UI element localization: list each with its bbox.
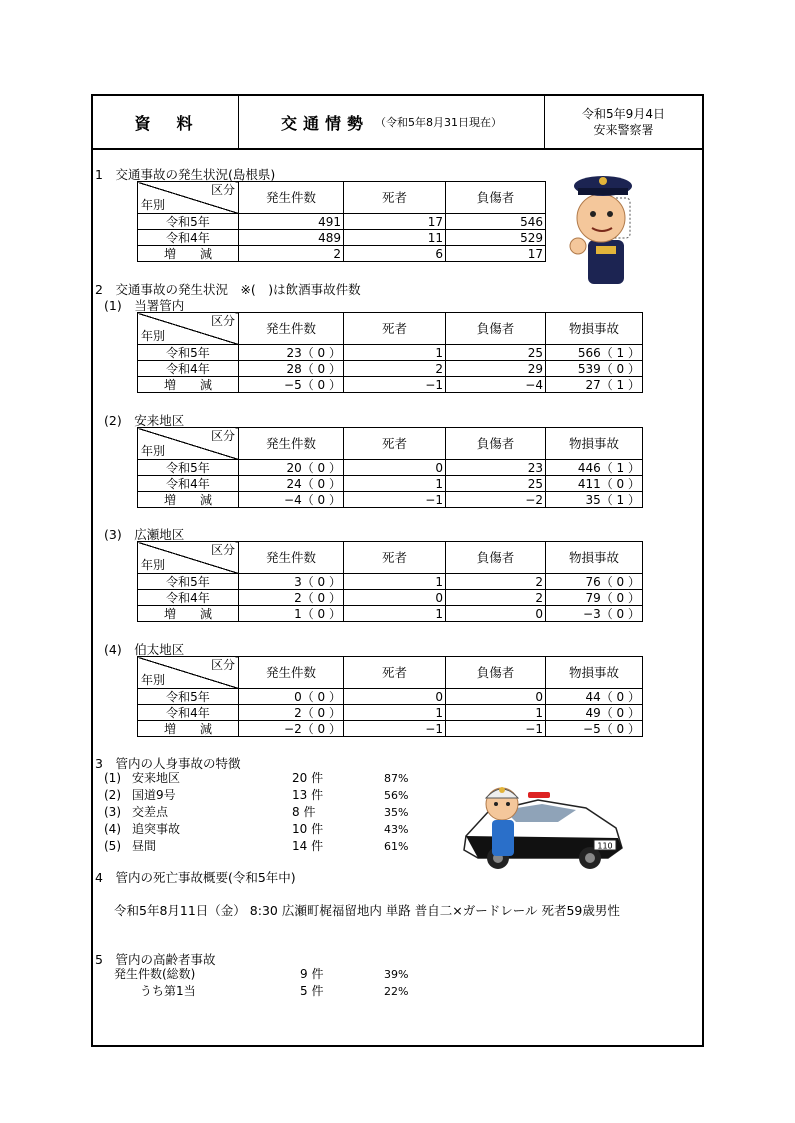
col-header: 負傷者 bbox=[446, 428, 546, 460]
col-header: 物損事故 bbox=[546, 428, 643, 460]
corner-cell: 区分 年別 bbox=[138, 542, 239, 574]
table-row: 令和5年 0（ 0 ） 0 0 44（ 0 ） bbox=[138, 689, 643, 705]
table-row: 増 減 −5（ 0 ） −1 −4 27（ 1 ） bbox=[138, 377, 643, 393]
list-item: (2) 国道9号 13 件 56% bbox=[104, 788, 409, 802]
table-row: 増 減 1（ 0 ） 1 0 −3（ 0 ） bbox=[138, 606, 643, 622]
list-item: (4) 追突事故 10 件 43% bbox=[104, 822, 409, 836]
table-row: 令和5年 491 17 546 bbox=[138, 214, 546, 230]
section2-table bbox=[137, 312, 643, 393]
corner-cell: 区分 年別 bbox=[138, 428, 239, 460]
table-row: 令和4年 2（ 0 ） 1 1 49（ 0 ） bbox=[138, 705, 643, 721]
issuer-name: 安来警察署 bbox=[593, 123, 654, 137]
list-item: 発生件数(総数) 9 件 39% bbox=[114, 967, 409, 981]
col-header: 負傷者 bbox=[446, 313, 546, 345]
col-header: 物損事故 bbox=[546, 657, 643, 689]
col-header: 発生件数 bbox=[239, 182, 344, 214]
col-header: 負傷者 bbox=[446, 182, 546, 214]
police-mascot-icon bbox=[566, 170, 644, 290]
doc-title-cell bbox=[239, 96, 545, 148]
col-header: 死者 bbox=[344, 428, 446, 460]
as-of-date: （令和5年8月31日現在） bbox=[375, 116, 502, 129]
subsection-title: (1) 当署管内 bbox=[104, 298, 185, 313]
section2-heading: 2 交通事故の発生状況 ※( )は飲酒事故件数 bbox=[95, 282, 361, 297]
issue-date: 令和5年9月4日 bbox=[582, 107, 665, 121]
section5-heading: 5 管内の高齢者事故 bbox=[95, 952, 216, 967]
list-item: うち第1当 5 件 22% bbox=[140, 984, 409, 998]
list-item: (1) 安来地区 20 件 87% bbox=[104, 771, 409, 785]
table-row: 増 減 2 6 17 bbox=[138, 246, 546, 262]
section3-heading: 3 管内の人身事故の特徴 bbox=[95, 756, 241, 771]
table-row: 令和5年 23（ 0 ） 1 25 566（ 1 ） bbox=[138, 345, 643, 361]
col-header: 物損事故 bbox=[546, 542, 643, 574]
doc-title: 交通情勢 bbox=[280, 113, 369, 133]
col-header: 死者 bbox=[344, 313, 446, 345]
section1-table bbox=[137, 181, 546, 262]
col-header: 死者 bbox=[344, 182, 446, 214]
col-header: 発生件数 bbox=[239, 657, 344, 689]
section1-heading: 1 交通事故の発生状況(島根県) bbox=[95, 167, 276, 182]
col-header: 負傷者 bbox=[446, 542, 546, 574]
col-header: 発生件数 bbox=[239, 313, 344, 345]
list-item: (3) 交差点 8 件 35% bbox=[104, 805, 409, 819]
police-car-icon bbox=[458, 778, 630, 870]
doc-label: 資料 bbox=[93, 96, 239, 148]
col-header: 物損事故 bbox=[546, 313, 643, 345]
table-row: 令和5年 3（ 0 ） 1 2 76（ 0 ） bbox=[138, 574, 643, 590]
table-row: 令和5年 20（ 0 ） 0 23 446（ 1 ） bbox=[138, 460, 643, 476]
subsection-title: (4) 伯太地区 bbox=[104, 642, 185, 657]
col-header: 死者 bbox=[344, 542, 446, 574]
section2-table bbox=[137, 656, 643, 737]
issuer-cell bbox=[545, 96, 702, 148]
corner-cell: 区分 年別 bbox=[138, 657, 239, 689]
section2-table bbox=[137, 541, 643, 622]
table-row: 令和4年 24（ 0 ） 1 25 411（ 0 ） bbox=[138, 476, 643, 492]
fatal-accident-detail: 令和5年8月11日（金） 8:30 広瀬町梶福留地内 単路 普自二×ガードレール 死者59歳男性 bbox=[114, 903, 620, 918]
col-header: 発生件数 bbox=[239, 428, 344, 460]
document-header bbox=[91, 94, 704, 150]
list-item: (5) 昼間 14 件 61% bbox=[104, 839, 409, 853]
subsection-title: (2) 安来地区 bbox=[104, 413, 185, 428]
table-row: 令和4年 2（ 0 ） 0 2 79（ 0 ） bbox=[138, 590, 643, 606]
table-row: 令和4年 489 11 529 bbox=[138, 230, 546, 246]
section4-heading: 4 管内の死亡事故概要(令和5年中) bbox=[95, 870, 296, 885]
subsection-title: (3) 広瀬地区 bbox=[104, 527, 185, 542]
col-header: 負傷者 bbox=[446, 657, 546, 689]
table-row: 令和4年 28（ 0 ） 2 29 539（ 0 ） bbox=[138, 361, 643, 377]
table-row: 増 減 −2（ 0 ） −1 −1 −5（ 0 ） bbox=[138, 721, 643, 737]
corner-cell: 区分 年別 bbox=[138, 182, 239, 214]
col-header: 発生件数 bbox=[239, 542, 344, 574]
table-row: 増 減 −4（ 0 ） −1 −2 35（ 1 ） bbox=[138, 492, 643, 508]
section2-table bbox=[137, 427, 643, 508]
corner-cell: 区分 年別 bbox=[138, 313, 239, 345]
car-plate: 110 bbox=[597, 841, 613, 851]
col-header: 死者 bbox=[344, 657, 446, 689]
